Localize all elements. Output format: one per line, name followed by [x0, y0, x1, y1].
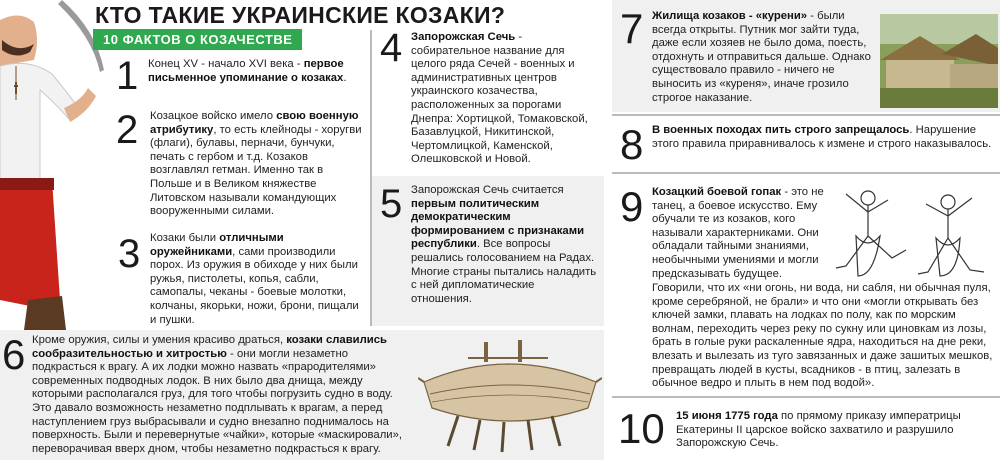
fact-text: Жилища козаков - «курени» - были всегда открыты. Путник мог зайти туда, даже если хозяев не было дома, поесть, отдохнуть и отправиться дальше. Однако существовало правило - ничего не выносить из «куреня», иначе грозило строгое наказание.	[652, 10, 871, 104]
fact-text-continued: Говорили, что их «ни огонь, ни вода, ни сабля, ни обычная пуля, кроме серебряной, не брали» и что они «могли открывать без ключей замки, плавать на лодках по полу, как по морским волнам, переходить через реку по сукну или циновкам из лозы, брать в голые руки раскаленные ядра, находиться на дне реки, влезать и вылезать из туго завязанных и даже зашитых мешков, превращать людей в кусты, всадников - в птиц, залезать в обычное ведро и плыть в нем под водой».	[652, 282, 993, 390]
fact-text: Козаки были отличными оружейниками, сами производили порох. Из оружия в обиходе у них были ружья, пистолеты, копья, сабли, самопалы, чеканы - боевые молотки, колчаны, якорьки, ножи, брони, пищали и пушки.	[150, 232, 359, 326]
fact-text: Козацкое войско имело свою военную атрибутику, то есть клейноды - хоругви (флаги), булавы, перначи, бунчуки, печать с гербом и т.д. Козаков возглавлял гетман. Именно так в Польше и в Великом княжестве Литовском называли командующих вооруженными силами.	[150, 110, 362, 218]
fact-number: 1	[116, 54, 139, 98]
hopak-dancers-illustration	[828, 180, 998, 284]
fact-number: 5	[380, 182, 403, 226]
fact-number: 7	[620, 5, 644, 52]
fact-number: 8	[620, 121, 644, 168]
divider	[612, 172, 1000, 174]
fact-text: В военных походах пить строго запрещалось. Нарушение этого правила приравнивалось к измене и строго наказывалось.	[652, 124, 992, 150]
fact-number: 3	[118, 232, 141, 276]
fact-text: Запорожская Сечь считается первым политическим демократическим формированием с признаками республики. Все вопросы решались голосованием на Радах. Многие страны пытались наладить с ней дипломатические отношения.	[411, 184, 597, 305]
fact-text: Конец XV - начало XVI века - первое письменное упоминание о козаках.	[148, 58, 347, 84]
fact-number: 2	[116, 108, 139, 152]
fact-text: 15 июня 1775 года по прямому приказу императрицы Екатерины II царское войско захватило и разрушило Запорожскую Сечь.	[676, 410, 961, 450]
submarine-boat-illustration	[418, 338, 602, 456]
fact-text: Кроме оружия, силы и умения красиво драться, козаки славились сообразительностью и хитростью - они могли незаметно подкрасться к врагу. А их лодки можно назвать «прародителями» современных подводных лодок. В них было два днища, между которыми располагался груз, для того чтобы погрузить судно в воду. Это давало возможность незаметно подплывать к врагам, а перед наступлением груз выбрасывали и судно внезапно поднималось на поверхность. Были и перевернутые «чайки», которые «маскировали», переворачивая вверх дном, чтобы незаметно подкрасться к врагу.	[32, 334, 403, 455]
fact-number: 10	[618, 405, 665, 452]
fact-number: 6	[2, 331, 26, 378]
kuren-house-photo	[880, 14, 998, 108]
facts-banner: 10 ФАКТОВ О КОЗАЧЕСТВЕ	[93, 29, 302, 50]
divider	[612, 396, 1000, 398]
page-title: КТО ТАКИЕ УКРАИНСКИЕ КОЗАКИ?	[95, 2, 506, 28]
fact-number: 9	[620, 183, 644, 230]
divider	[612, 114, 1000, 116]
fact-number: 4	[380, 26, 403, 70]
fact-text: Козацкий боевой гопак - это не танец, а боевое искусство. Ему обучали те из козаков, кого называли характерниками. Они обладали тайными знаниями, необычными умениями и могли предсказывать будущее.	[652, 186, 824, 280]
fact-text: Запорожская Сечь - собирательное название для целого ряда Сечей - военных и административных центров украинского козачества, расположенных за порогами Днепра: Хортицкой, Томаковской, Базавлуцкой, Никитинской, Чертомлицкой, Каменской, Олешковской и Новой.	[411, 31, 588, 166]
